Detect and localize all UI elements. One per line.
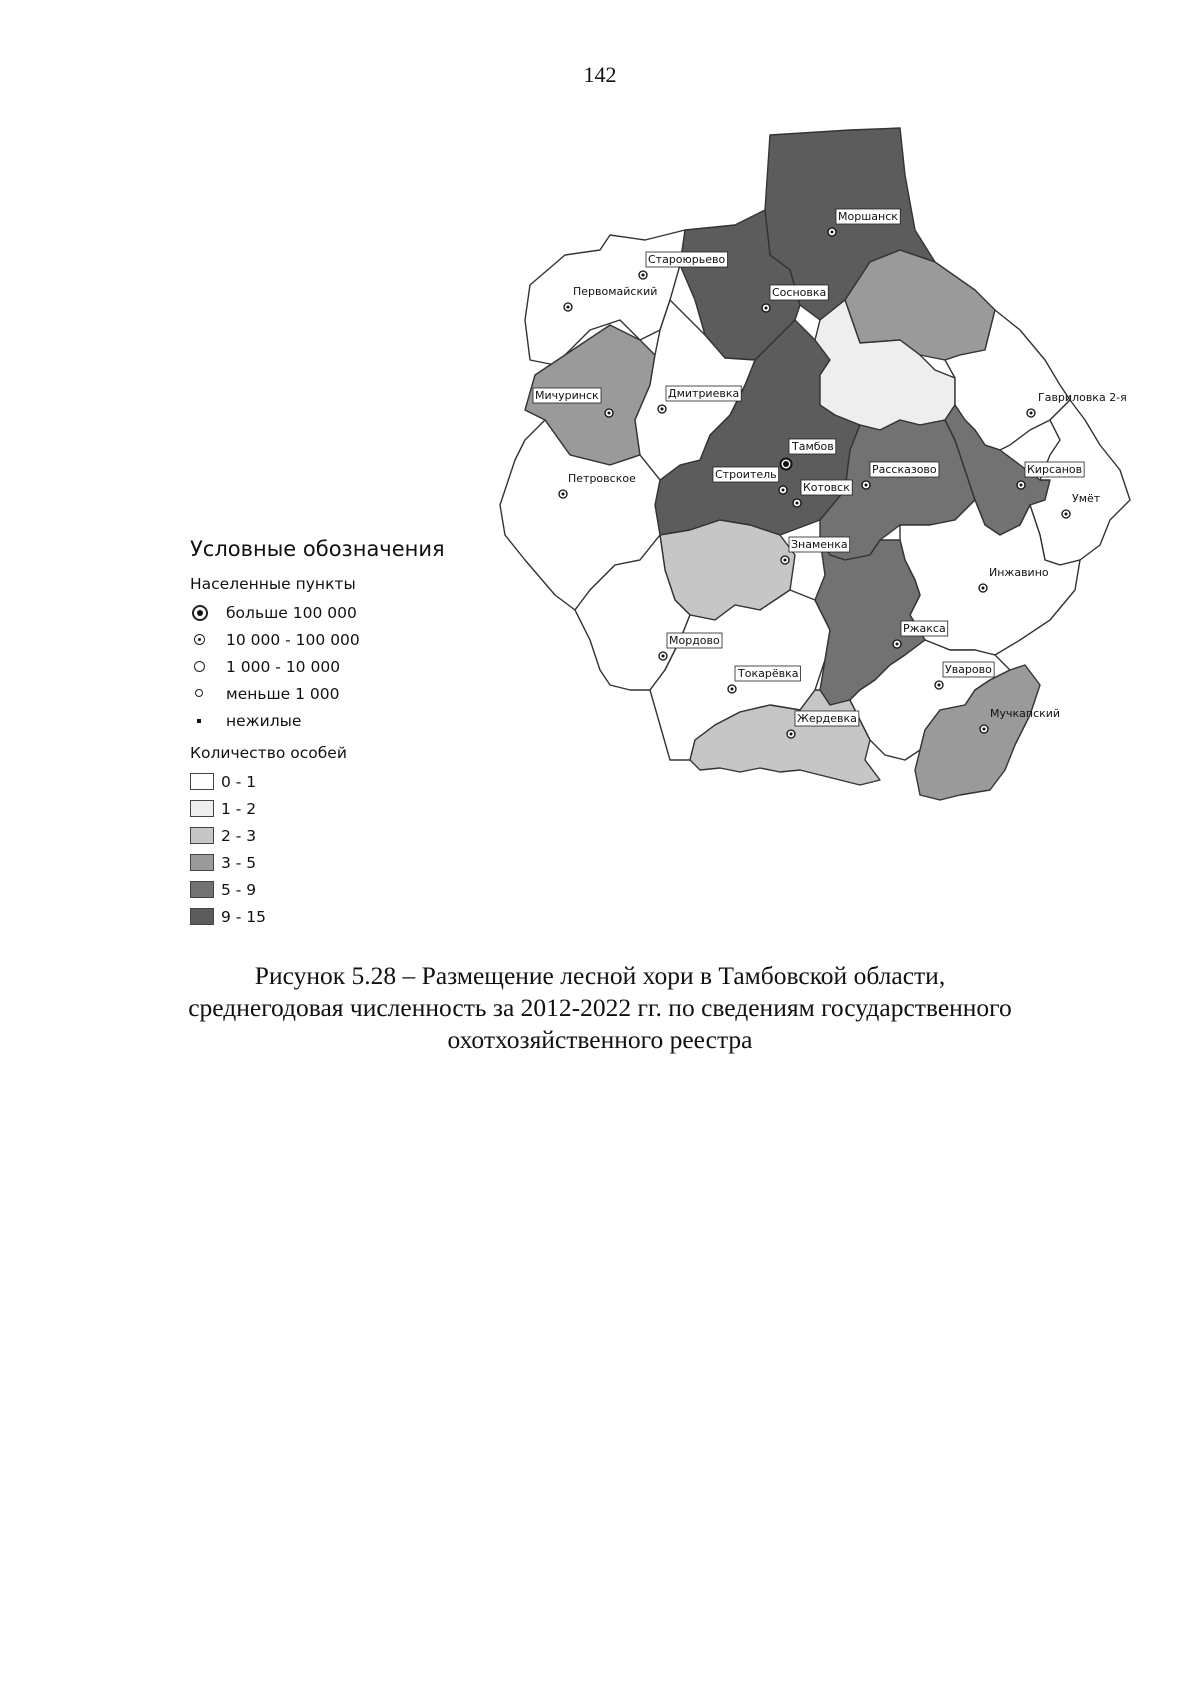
- count-heading: Количество особей: [190, 744, 347, 762]
- legend-class-row: [190, 903, 490, 930]
- legend-class-row: [190, 768, 490, 795]
- settlement-label: Дмитриевка: [668, 387, 740, 400]
- settlement-icon-center: [642, 274, 645, 277]
- figure-caption: [150, 960, 1050, 1056]
- legend-class-label: 2 - 3: [221, 826, 257, 845]
- settlement-icon-center: [896, 643, 899, 646]
- settlement-label: Умёт: [1072, 492, 1101, 505]
- legend-title: Условные обозначения: [190, 537, 445, 561]
- settlement-icon-center: [796, 502, 799, 505]
- settlement-label: Сосновка: [772, 286, 827, 299]
- hamlet-icon: [190, 684, 216, 704]
- settlements-heading: Населенные пункты: [190, 575, 356, 593]
- settlement-label: Знаменка: [791, 538, 848, 551]
- caption-line: среднегодовая численность за 2012-2022 гг. по сведениям государственного: [188, 993, 1012, 1022]
- settlement-icon-center: [783, 461, 789, 467]
- settlement-icon-center: [865, 484, 868, 487]
- settlement-label: Жердевка: [797, 712, 857, 725]
- settlement-icon-center: [831, 231, 834, 234]
- legend-class-row: [190, 795, 490, 822]
- legend-swatch: [190, 854, 214, 871]
- settlement-label: Мичуринск: [535, 389, 599, 402]
- legend-class-label: 3 - 5: [221, 853, 257, 872]
- legend-settlement-row: [190, 626, 490, 653]
- settlement-icon-center: [782, 489, 785, 492]
- legend-class-label: 9 - 15: [221, 907, 267, 926]
- settlement-label: Уварово: [945, 663, 992, 676]
- page-number: 142: [583, 62, 617, 87]
- legend-swatch: [190, 800, 214, 817]
- legend-class-label: 0 - 1: [221, 772, 257, 791]
- settlement-label: Строитель: [715, 468, 777, 481]
- settlement-label: Петровское: [568, 472, 636, 485]
- legend-settlement-label: меньше 1 000: [226, 684, 340, 703]
- settlement-icon-center: [1065, 513, 1068, 516]
- settlement-icon-center: [661, 408, 664, 411]
- settlement-icon-center: [983, 728, 986, 731]
- legend-settlement-row: [190, 653, 490, 680]
- settlement-icon-center: [1030, 412, 1033, 415]
- settlement-label: Рассказово: [872, 463, 937, 476]
- settlement-icon-center: [731, 688, 734, 691]
- legend-swatch: [190, 827, 214, 844]
- settlement-icon-center: [938, 684, 941, 687]
- settlement-icon-center: [662, 655, 665, 658]
- legend-class-row: [190, 876, 490, 903]
- settlement-label: Токарёвка: [738, 667, 799, 680]
- settlement-label: Мучкапский: [990, 707, 1061, 720]
- settlement-label: Котовск: [803, 481, 850, 494]
- legend-settlement-label: 10 000 - 100 000: [226, 630, 360, 649]
- settlement-label: Тамбов: [792, 440, 834, 453]
- legend-class-row: [190, 822, 490, 849]
- settlement-icon-center: [1020, 484, 1023, 487]
- legend-settlement-label: 1 000 - 10 000: [226, 657, 341, 676]
- legend-class-label: 5 - 9: [221, 880, 257, 899]
- legend-settlement-label: нежилые: [226, 711, 302, 730]
- legend-settlement-row: [190, 707, 490, 734]
- legend-class-row: [190, 849, 490, 876]
- settlement-label: Мордово: [669, 634, 720, 647]
- legend-settlement-row: [190, 599, 490, 626]
- map-legend: [190, 537, 490, 930]
- settlement-label: Староюрьево: [648, 253, 726, 266]
- town-icon: [190, 630, 216, 650]
- legend-swatch: [190, 908, 214, 925]
- settlement-icon-center: [765, 307, 768, 310]
- village-icon: [190, 657, 216, 677]
- settlement-label: Кирсанов: [1027, 463, 1083, 476]
- settlement-label: Моршанск: [838, 210, 898, 223]
- settlement-label: Гавриловка 2-я: [1038, 391, 1127, 404]
- settlement-label: Инжавино: [989, 566, 1049, 579]
- settlement-label: Первомайский: [573, 285, 658, 298]
- legend-settlement-label: больше 100 000: [226, 603, 357, 622]
- settlement-icon-center: [982, 587, 985, 590]
- settlement-icon-center: [784, 559, 787, 562]
- settlement-icon-center: [567, 306, 570, 309]
- city-large-icon: [190, 603, 216, 623]
- legend-settlement-row: [190, 680, 490, 707]
- caption-line: охотхозяйственного реестра: [447, 1025, 753, 1054]
- legend-class-label: 1 - 2: [221, 799, 257, 818]
- settlement-icon-center: [562, 493, 565, 496]
- uninhabited-icon: [190, 711, 216, 731]
- settlement-icon-center: [790, 733, 793, 736]
- legend-swatch: [190, 773, 214, 790]
- legend-swatch: [190, 881, 214, 898]
- caption-line: Рисунок 5.28 – Размещение лесной хори в Тамбовской области,: [254, 961, 946, 990]
- settlement-label: Ржакса: [903, 622, 946, 635]
- settlement-icon-center: [608, 412, 611, 415]
